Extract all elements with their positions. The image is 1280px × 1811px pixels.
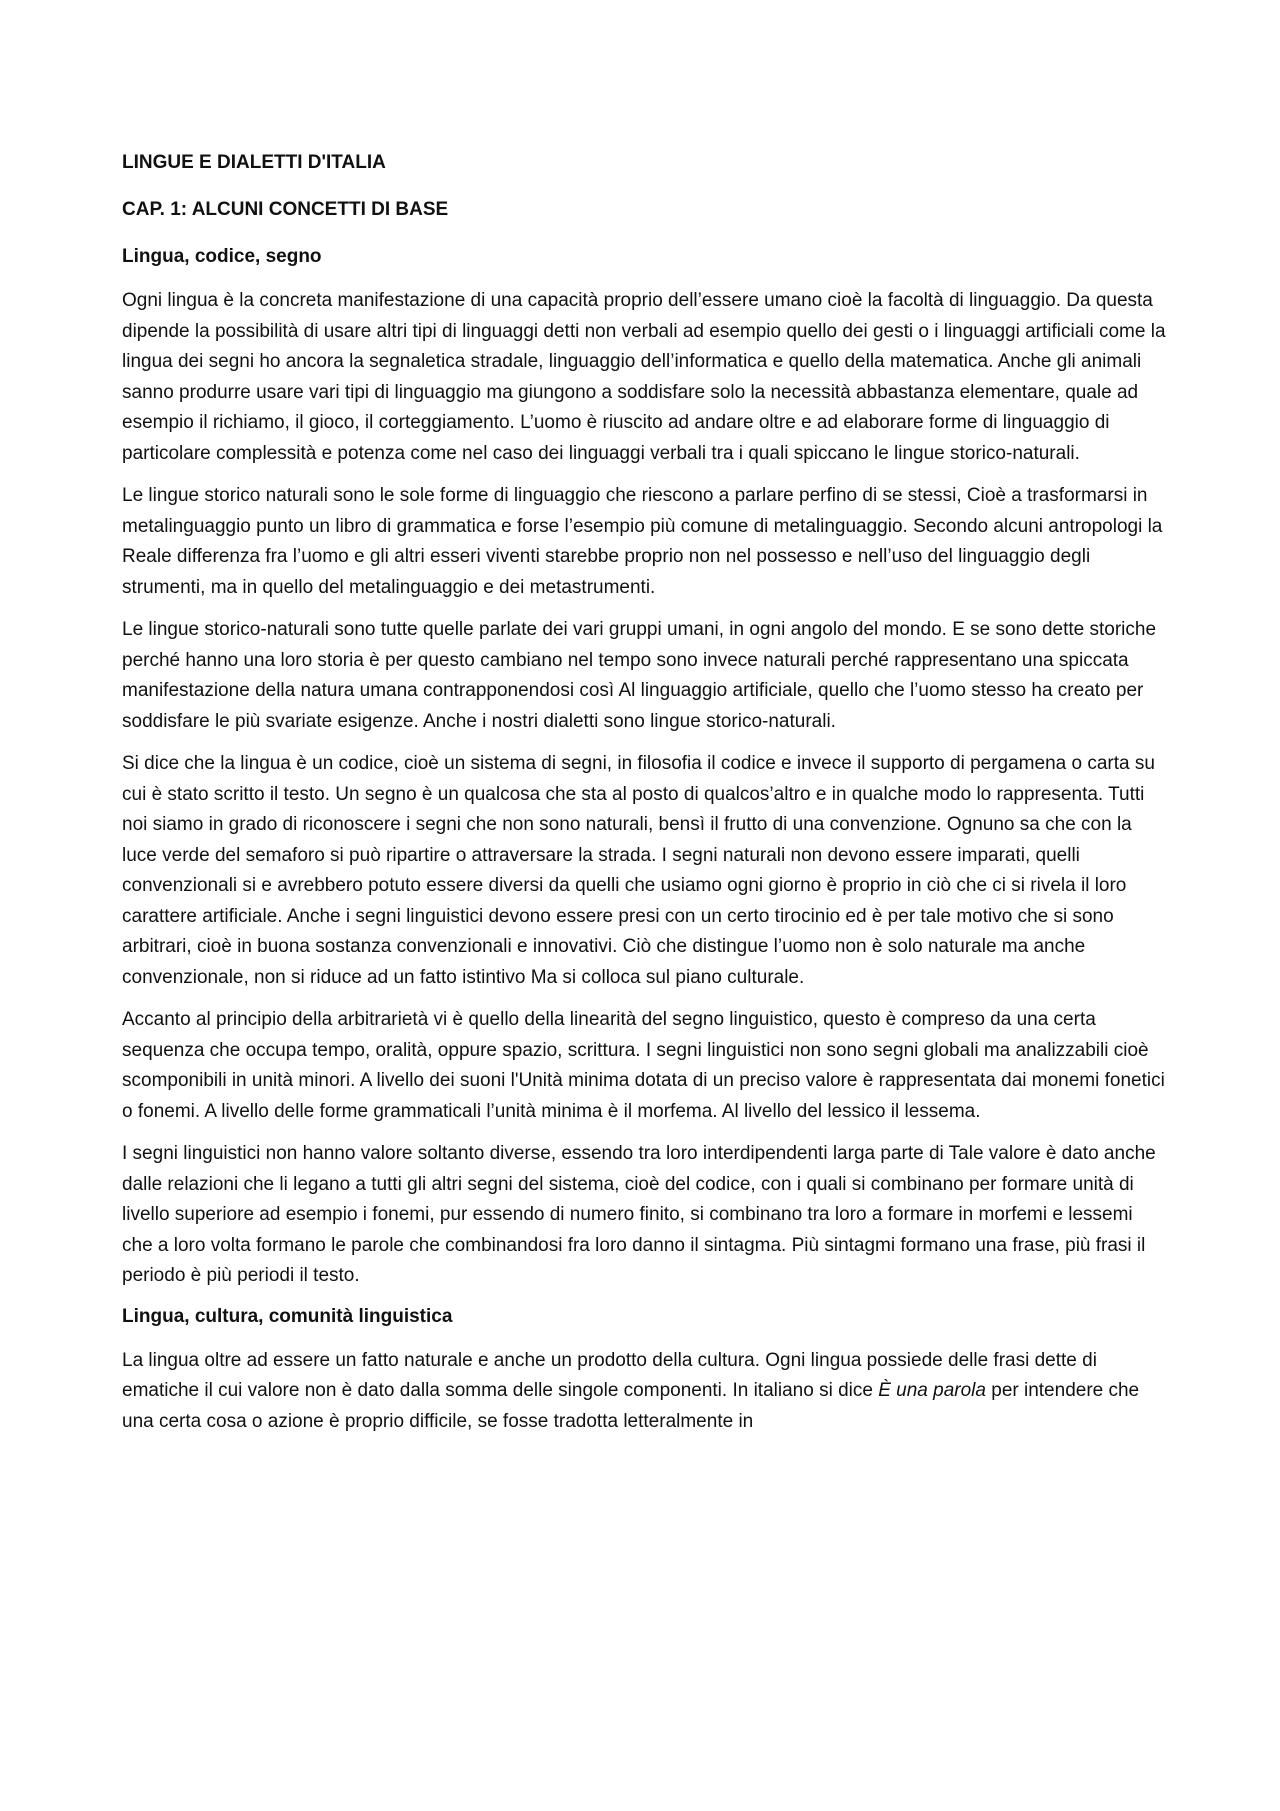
paragraph-5: Accanto al principio della arbitrarietà vi è quello della linearità del segno linguistico, questo è compreso da una certa sequenza che occupa tempo, oralità, oppure spazio, scrittura. I segni linguistici non sono segni globali ma analizzabili cioè scomponibili in unità minori. A livello dei suoni l'Unità minima dotata di un preciso valore è rappresentata dai monemi fonetici o fonemi. A livello delle forme grammaticali l’unità minima è il morfema. Al livello del lessico il lessema. — [122, 1009, 1165, 1122]
paragraph-7-text-before: La lingua oltre ad essere un fatto naturale e anche un prodotto della cultura. Ogni lingua possiede delle frasi dette di ematiche il cui valore non è dato dalla somma delle singole componenti. In italiano si dice — [122, 1349, 1097, 1401]
paragraph-7-text-after: per intendere che una certa cosa o azione è proprio difficile, se fosse tradotta letteralmente in — [122, 1380, 1140, 1432]
paragraph-7 — [122, 1346, 1167, 1438]
paragraph-4: Si dice che la lingua è un codice, cioè un sistema di segni, in filosofia il codice e invece il supporto di pergamena o carta su cui è stato scritto il testo. Un segno è un qualcosa che sta al posto di qualcos’altro e in qualche modo lo rappresenta. Tutti noi siamo in grado di riconoscere i segni che non sono naturali, bensì il frutto di una convenzione. Ognuno sa che con la luce verde del semaforo si può ripartire o attraversare la strada. I segni naturali non devono essere imparati, quelli convenzionali si e avrebbero potuto essere diversi da quelli che usiamo ogni giorno è proprio in ciò che ci si rivela il loro carattere artificiale. Anche i segni linguistici devono essere presi con un certo tirocinio ed è per tale motivo che si sono arbitrari, cioè in buona sostanza convenzionali e innovativi. Ciò che distingue l’uomo non è solo naturale ma anche convenzionale, non si riduce ad un fatto istintivo Ma si colloca sul piano culturale. — [122, 753, 1155, 988]
paragraph-1: Ogni lingua è la concreta manifestazione di una capacità proprio dell’essere umano cioè la facoltà di linguaggio. Da questa dipende la possibilità di usare altri tipi di linguaggi detti non verbali ad esempio quello dei gesti o i linguaggi artificiali come la lingua dei segni ho ancora la segnaletica stradale, linguaggio dell’informatica e quello della matematica. Anche gli animali sanno produrre usare vari tipi di linguaggio ma giungono a soddisfare solo la necessità abbastanza elementare, quale ad esempio il richiamo, il gioco, il corteggiamento. L’uomo è riuscito ad andare oltre e ad elaborare forme di linguaggio di particolare complessità e potenza come nel caso dei linguaggi verbali tra i quali spiccano le lingue storico-naturali. — [122, 290, 1166, 464]
document-page — [122, 150, 1167, 1449]
chapter-heading: CAP. 1: ALCUNI CONCETTI DI BASE — [122, 199, 449, 220]
paragraph-3: Le lingue storico-naturali sono tutte quelle parlate dei vari gruppi umani, in ogni angolo del mondo. E se sono dette storiche perché hanno una loro storia è per questo cambiano nel tempo sono invece naturali perché rappresentano una spiccata manifestazione della natura umana contrapponendosi così Al linguaggio artificiale, quello che l’uomo stesso ha creato per soddisfare le più svariate esigenze. Anche i nostri dialetti sono lingue storico-naturali. — [122, 619, 1157, 732]
section-heading-lingua-codice-segno: Lingua, codice, segno — [122, 246, 322, 267]
document-title: LINGUE E DIALETTI D'ITALIA — [122, 152, 386, 173]
paragraph-7-italic-phrase: È una parola — [878, 1380, 986, 1401]
section-heading-lingua-cultura: Lingua, cultura, comunità linguistica — [122, 1305, 453, 1327]
paragraph-2: Le lingue storico naturali sono le sole forme di linguaggio che riescono a parlare perfino di se stessi, Cioè a trasformarsi in metalinguaggio punto un libro di grammatica e forse l’esempio più comune di metalinguaggio. Secondo alcuni antropologi la Reale differenza fra l’uomo e gli altri esseri viventi starebbe proprio non nel possesso e nell’uso del linguaggio degli strumenti, ma in quello del metalinguaggio e dei metastrumenti. — [122, 485, 1163, 598]
paragraph-6: I segni linguistici non hanno valore soltanto diverse, essendo tra loro interdipendenti larga parte di Tale valore è dato anche dalle relazioni che li legano a tutti gli altri segni del sistema, cioè del codice, con i quali si combinano per formare unità di livello superiore ad esempio i fonemi, pur essendo di numero finito, si combinano tra loro a formare in morfemi e lessemi che a loro volta formano le parole che combinandosi fra loro danno il sintagma. Più sintagmi formano una frase, più frasi il periodo è più periodi il testo. — [122, 1143, 1156, 1286]
